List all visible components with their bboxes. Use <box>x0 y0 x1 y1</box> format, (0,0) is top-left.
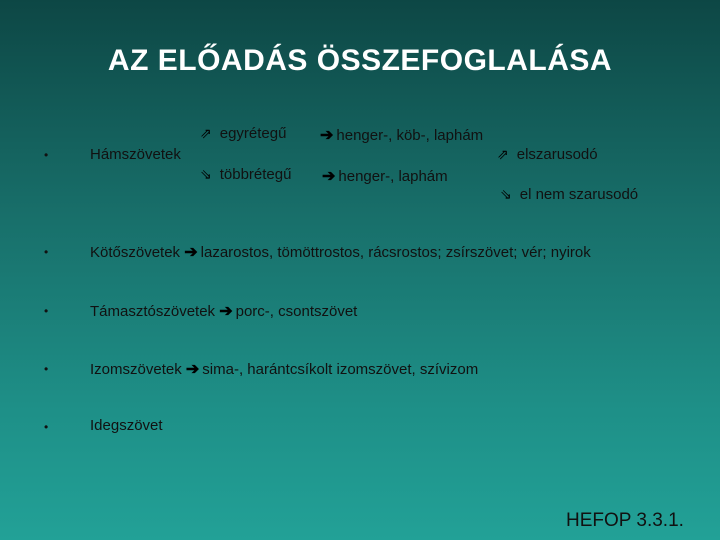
tobbretegu-label: többrétegű <box>219 166 292 183</box>
arrow-up-right-icon: ⇗ <box>497 146 509 162</box>
elszarusodo-row <box>497 146 598 163</box>
kotoszovetek-row <box>90 242 591 262</box>
egyretegu-label: egyrétegű <box>219 125 287 142</box>
arrow-right-icon: ➔ <box>185 361 200 378</box>
arrow-up-right-icon: ⇗ <box>200 125 212 141</box>
bullet-marker: • <box>44 362 49 376</box>
el-nem-szarusodo-label: el nem szarusodó <box>519 186 639 203</box>
hamszovetek-label: Hámszövetek <box>90 146 181 163</box>
arrow-right-icon: ➔ <box>322 168 336 185</box>
bullet-marker: • <box>44 304 49 318</box>
idegszovet-label: Idegszövet <box>90 417 163 434</box>
elszarusodo-label: elszarusodó <box>516 146 598 163</box>
tamasztoszovetek-row <box>90 301 357 321</box>
egyretegu-detail-row <box>320 125 483 145</box>
bullet-marker: • <box>44 148 49 162</box>
bullet-marker: • <box>44 420 49 434</box>
el-nem-szarusodo-row <box>500 186 638 203</box>
footer-label: HEFOP 3.3.1. <box>566 510 684 531</box>
arrow-right-icon: ➔ <box>320 127 334 144</box>
izomszovetek-label: Izomszövetek <box>90 361 182 378</box>
bullet-marker: • <box>44 245 49 259</box>
izomszovetek-detail: sima-, harántcsíkolt izomszövet, szívizom <box>202 361 479 378</box>
tamasztoszovetek-detail: porc-, csontszövet <box>235 303 358 320</box>
arrow-down-right-icon: ⇘ <box>200 166 212 182</box>
izomszovetek-row <box>90 359 478 379</box>
arrow-right-icon: ➔ <box>184 244 198 261</box>
tobbretegu-detail-row <box>322 166 448 186</box>
tamasztoszovetek-label: Támasztószövetek <box>90 303 216 320</box>
kotoszovetek-detail: lazarostos, tömöttrostos, rácsrostos; zsírszövet; vér; nyirok <box>200 244 591 261</box>
tobbretegu-detail: henger-, laphám <box>338 168 448 185</box>
tobbretegu-row <box>200 166 291 183</box>
arrow-right-icon: ➔ <box>219 303 233 320</box>
kotoszovetek-label: Kötőszövetek <box>90 244 181 261</box>
slide-title: AZ ELŐADÁS ÖSSZEFOGLALÁSA <box>107 44 613 77</box>
egyretegu-row <box>200 125 286 142</box>
egyretegu-detail: henger-, köb-, laphám <box>336 127 484 144</box>
arrow-down-right-icon: ⇘ <box>500 186 512 202</box>
